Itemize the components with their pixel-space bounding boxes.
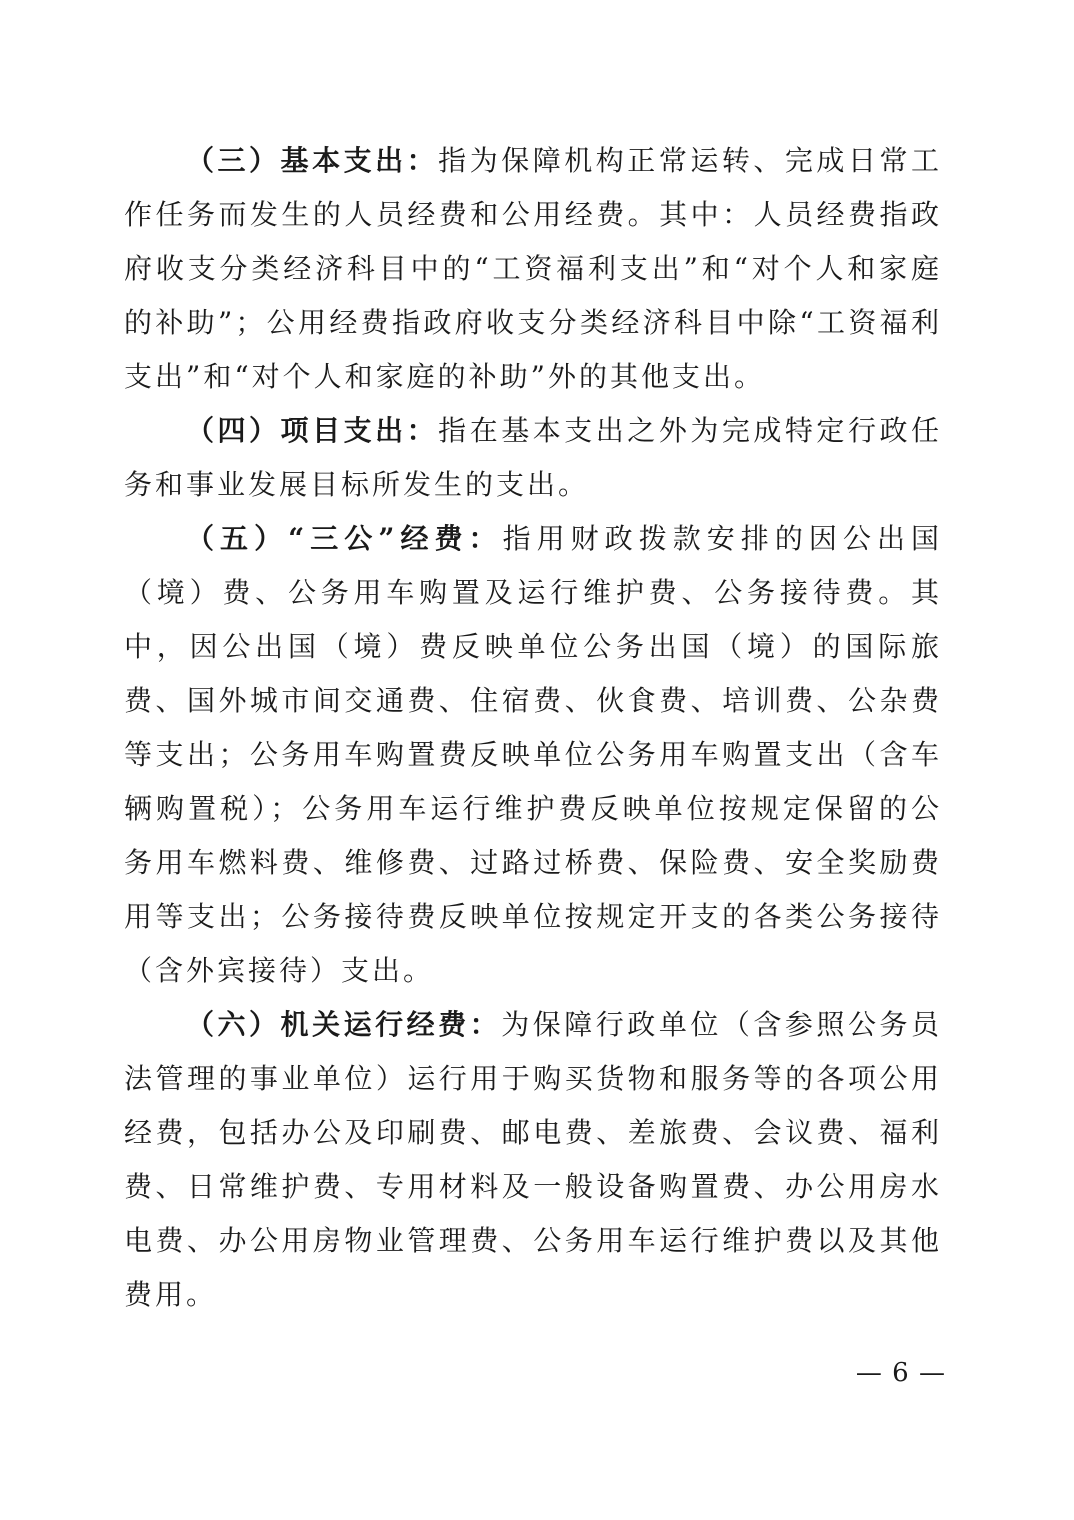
definition-basic-expenditure: 指为保障机构正常运转、完成日常工作任务而发生的人员经费和公用经费。其中：人员经费指政府收支分类经济科目中的“工资福利支出”和“对个人和家庭的补助”；公用经费指政府收支分类经济科目中除“工资福利支出”和“对个人和家庭的补助”外的其他支出。: [124, 144, 942, 393]
paragraph-agency-operating-expenses: [124, 998, 942, 1322]
definition-agency-operating-expenses: 为保障行政单位（含参照公务员法管理的事业单位）运行用于购买货物和服务等的各项公用经费，包括办公及印刷费、邮电费、差旅费、会议费、福利费、日常维护费、专用材料及一般设备购置费、办公用房水电费、办公用房物业管理费、公务用车运行维护费以及其他费用。: [124, 1008, 942, 1311]
definition-three-public-expenses: 指用财政拨款安排的因公出国（境）费、公务用车购置及运行维护费、公务接待费。其中，因公出国（境）费反映单位公务出国（境）的国际旅费、国外城市间交通费、住宿费、伙食费、培训费、公杂费等支出；公务用车购置费反映单位公务用车购置支出（含车辆购置税）；公务用车运行维护费反映单位按规定保留的公务用车燃料费、维修费、过路过桥费、保险费、安全奖励费用等支出；公务接待费反映单位按规定开支的各类公务接待（含外宾接待）支出。: [124, 522, 942, 987]
term-basic-expenditure: （三）基本支出：: [186, 144, 439, 177]
term-agency-operating-expenses: （六）机关运行经费：: [186, 1008, 502, 1041]
paragraph-basic-expenditure: [124, 134, 942, 404]
definition-project-expenditure: 指在基本支出之外为完成特定行政任务和事业发展目标所发生的支出。: [124, 414, 942, 501]
term-project-expenditure: （四）项目支出：: [186, 414, 439, 447]
document-body: [124, 134, 942, 1322]
paragraph-project-expenditure: [124, 404, 942, 512]
term-three-public-expenses: （五）“三公”经费：: [186, 522, 503, 555]
paragraph-three-public-expenses: [124, 512, 942, 998]
page-number: — 6 —: [855, 1358, 946, 1388]
